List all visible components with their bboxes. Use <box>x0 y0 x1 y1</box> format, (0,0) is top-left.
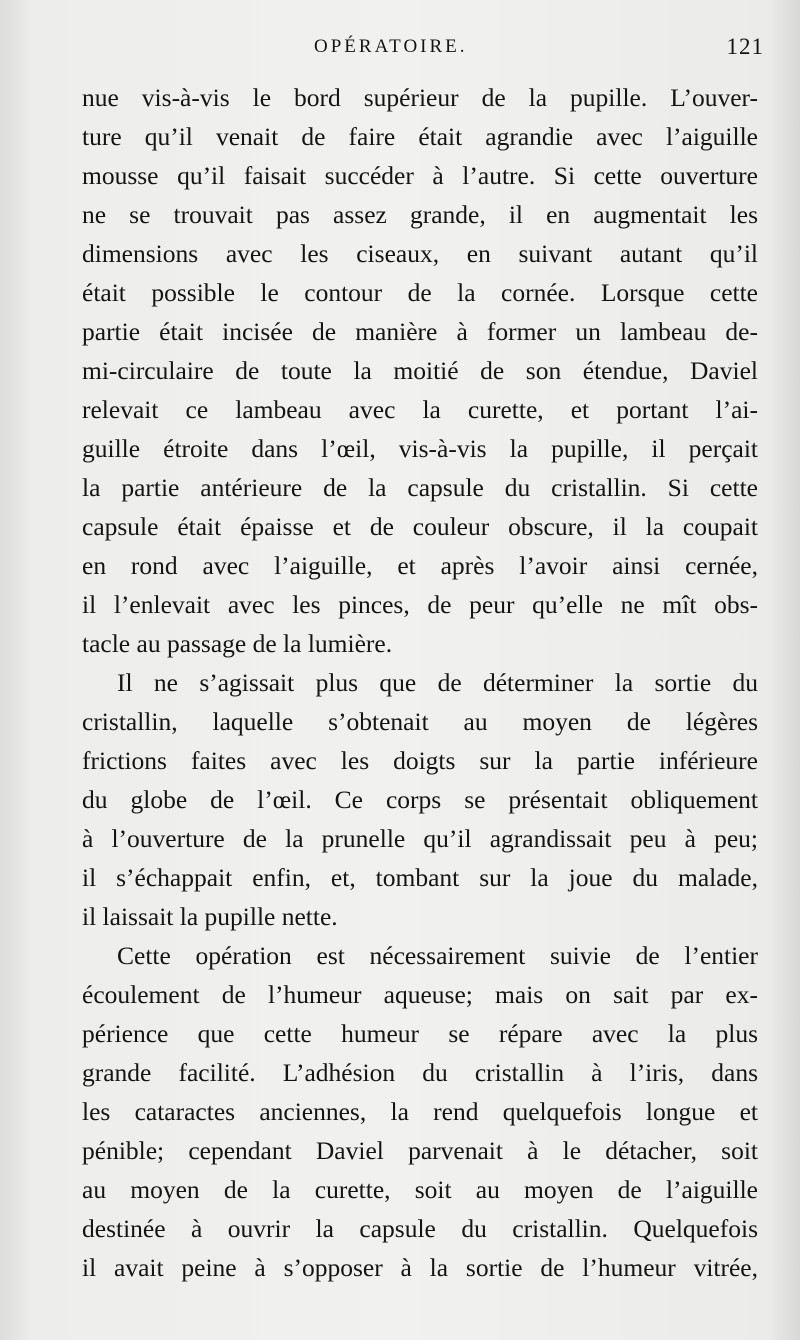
text-line: ne se trouvait pas assez grande, il en augmentait les <box>82 200 758 229</box>
text-line: nue vis-à-vis le bord supérieur de la pupille. L’ouver- <box>82 83 758 112</box>
text-line: à l’ouverture de la prunelle qu’il agrandissait peu à peu; <box>82 824 758 853</box>
text-line: grande facilité. L’adhésion du cristallin à l’iris, dans <box>82 1058 758 1087</box>
paragraph-end-line: tacle au passage de la lumière. <box>82 629 393 658</box>
text-line: cristallin, laquelle s’obtenait au moyen de légères <box>82 707 758 736</box>
text-line: destinée à ouvrir la capsule du cristallin. Quelquefois <box>82 1214 758 1243</box>
text-line: frictions faites avec les doigts sur la partie inférieure <box>82 746 758 775</box>
paragraph-start-line: Il ne s’agissait plus que de déterminer la sortie du <box>117 668 758 697</box>
text-line: pénible; cependant Daviel parvenait à le détacher, soit <box>82 1136 758 1165</box>
text-line: était possible le contour de la cornée. Lorsque cette <box>82 278 758 307</box>
running-head <box>82 36 764 66</box>
paragraph-end-line: il laissait la pupille nette. <box>82 902 338 931</box>
paragraph-start-line: Cette opération est nécessairement suivie de l’entier <box>117 941 758 970</box>
page-number: 121 <box>726 34 764 59</box>
text-line: au moyen de la curette, soit au moyen de l’aiguille <box>82 1175 758 1204</box>
running-title: OPÉRATOIRE. <box>314 36 468 57</box>
text-line: partie était incisée de manière à former un lambeau de- <box>82 317 758 346</box>
text-line: capsule était épaisse et de couleur obscure, il la coupait <box>82 512 758 541</box>
body-text <box>82 78 758 1287</box>
text-line: en rond avec l’aiguille, et après l’avoir ainsi cernée, <box>82 551 758 580</box>
text-line: il avait peine à s’opposer à la sortie de l’humeur vitrée, <box>82 1253 758 1282</box>
text-line: dimensions avec les ciseaux, en suivant autant qu’il <box>82 239 758 268</box>
text-line: la partie antérieure de la capsule du cristallin. Si cette <box>82 473 758 502</box>
text-line: guille étroite dans l’œil, vis-à-vis la pupille, il perçait <box>82 434 758 463</box>
text-line: ture qu’il venait de faire était agrandie avec l’aiguille <box>82 122 758 151</box>
text-line: mi-circulaire de toute la moitié de son étendue, Daviel <box>82 356 758 385</box>
text-line: relevait ce lambeau avec la curette, et portant l’ai- <box>82 395 758 424</box>
text-line: il s’échappait enfin, et, tombant sur la joue du malade, <box>82 863 758 892</box>
text-line: écoulement de l’humeur aqueuse; mais on sait par ex- <box>82 980 758 1009</box>
text-line: il l’enlevait avec les pinces, de peur qu’elle ne mît obs- <box>82 590 758 619</box>
text-line: périence que cette humeur se répare avec la plus <box>82 1019 758 1048</box>
text-line: du globe de l’œil. Ce corps se présentait obliquement <box>82 785 758 814</box>
text-line: mousse qu’il faisait succéder à l’autre. Si cette ouverture <box>82 161 758 190</box>
text-line: les cataractes anciennes, la rend quelquefois longue et <box>82 1097 758 1126</box>
